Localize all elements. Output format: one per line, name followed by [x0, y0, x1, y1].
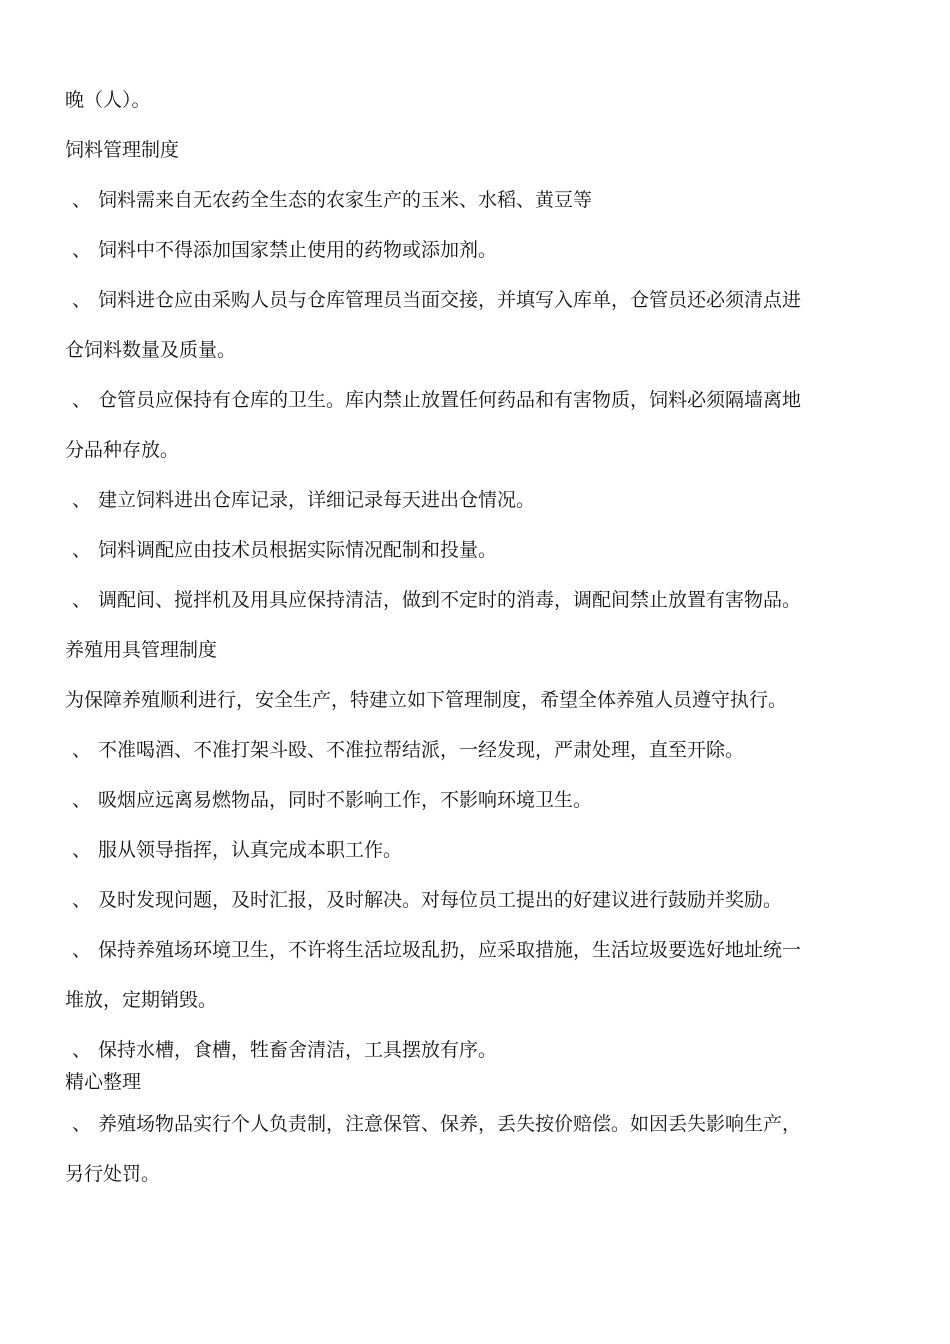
list-bullet: 、 — [71, 1039, 91, 1061]
list-item-text: 服从领导指挥，认真完成本职工作。 — [98, 839, 403, 861]
list-item-text: 饲料需来自无农药全生态的农家生产的玉米、水稻、黄豆等 — [98, 189, 593, 211]
section-heading — [65, 1070, 895, 1094]
list-bullet: 、 — [71, 939, 91, 961]
text-line-continuation — [65, 338, 895, 362]
list-bullet: 、 — [71, 839, 91, 861]
text-line-continuation — [65, 988, 895, 1012]
line-text: 堆放，定期销毁。 — [65, 989, 218, 1011]
list-item — [65, 388, 895, 412]
line-text: 晚（人）。 — [65, 89, 151, 111]
line-text: 另行处罚。 — [65, 1163, 161, 1185]
list-item-text: 饲料进仓应由采购人员与仓库管理员当面交接，并填写入库单，仓管员还必须清点进 — [98, 289, 802, 311]
list-item — [65, 1112, 895, 1136]
list-item-text: 保持水槽，食槽，牲畜舍清洁，工具摆放有序。 — [98, 1039, 498, 1061]
list-item-text: 及时发现问题，及时汇报，及时解决。对每位员工提出的好建议进行鼓励并奖励。 — [98, 889, 783, 911]
list-item-text: 不准喝酒、不准打架斗殴、不准拉帮结派，一经发现，严肃处理，直至开除。 — [98, 739, 745, 761]
paragraph-text: 为保障养殖顺利进行，安全生产，特建立如下管理制度，希望全体养殖人员遵守执行。 — [65, 689, 788, 711]
list-bullet: 、 — [71, 489, 91, 511]
list-item — [65, 288, 895, 312]
list-item-text: 饲料调配应由技术员根据实际情况配制和投量。 — [98, 539, 498, 561]
list-item — [65, 188, 895, 212]
list-item-text: 饲料中不得添加国家禁止使用的药物或添加剂。 — [98, 239, 498, 261]
text-line — [65, 88, 895, 112]
list-bullet: 、 — [71, 289, 91, 311]
line-text: 分品种存放。 — [65, 439, 180, 461]
list-item-text: 建立饲料进出仓库记录，详细记录每天进出仓情况。 — [98, 489, 536, 511]
list-bullet: 、 — [71, 389, 91, 411]
list-item — [65, 238, 895, 262]
list-bullet: 、 — [71, 539, 91, 561]
heading-text: 饲料管理制度 — [65, 139, 180, 161]
text-line-continuation — [65, 1162, 895, 1186]
list-item-text: 吸烟应远离易燃物品，同时不影响工作，不影响环境卫生。 — [98, 789, 593, 811]
list-item — [65, 938, 895, 962]
list-bullet: 、 — [71, 189, 91, 211]
list-item — [65, 838, 895, 862]
list-bullet: 、 — [71, 1113, 91, 1135]
list-item — [65, 538, 895, 562]
list-item — [65, 488, 895, 512]
list-bullet: 、 — [71, 589, 91, 611]
list-item — [65, 788, 895, 812]
list-item-text: 仓管员应保持有仓库的卫生。库内禁止放置任何药品和有害物质，饲料必须隔墙离地 — [98, 389, 802, 411]
intro-paragraph — [65, 688, 895, 712]
list-item — [65, 738, 895, 762]
list-item — [65, 588, 895, 612]
line-text: 仓饲料数量及质量。 — [65, 339, 237, 361]
list-bullet: 、 — [71, 739, 91, 761]
text-line-continuation — [65, 438, 895, 462]
section-heading — [65, 638, 895, 662]
list-bullet: 、 — [71, 889, 91, 911]
list-bullet: 、 — [71, 239, 91, 261]
heading-text: 精心整理 — [65, 1071, 142, 1093]
section-heading — [65, 138, 895, 162]
heading-text: 养殖用具管理制度 — [65, 639, 218, 661]
list-item — [65, 888, 895, 912]
list-item — [65, 1038, 895, 1062]
list-item-text: 养殖场物品实行个人负责制，注意保管、保养，丢失按价赔偿。如因丢失影响生产， — [98, 1113, 802, 1135]
list-item-text: 调配间、搅拌机及用具应保持清洁，做到不定时的消毒，调配间禁止放置有害物品。 — [98, 589, 802, 611]
list-bullet: 、 — [71, 789, 91, 811]
list-item-text: 保持养殖场环境卫生，不许将生活垃圾乱扔，应采取措施，生活垃圾要选好地址统一 — [98, 939, 802, 961]
